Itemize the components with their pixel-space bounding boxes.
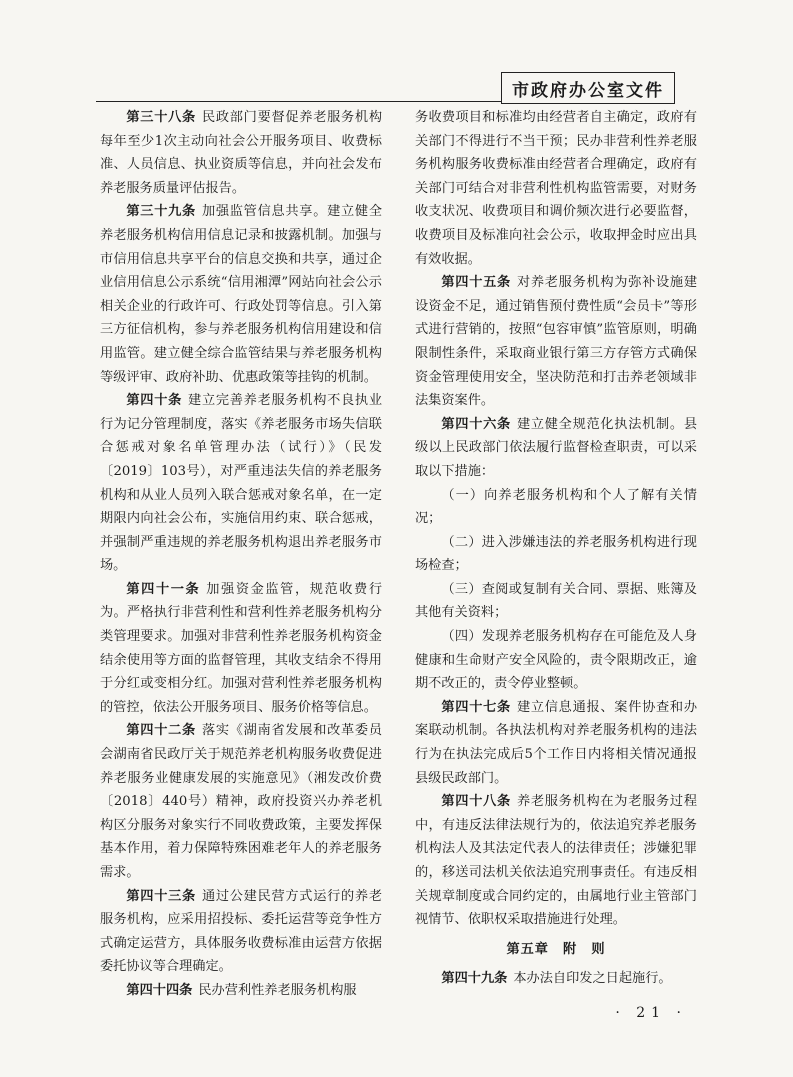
article-text: 建立健全规范化执法机制。县级以上民政部门依法履行监督检查职责，可以采取以下措施： <box>415 416 698 479</box>
article-paragraph <box>100 979 382 1003</box>
article-text: 民办营利性养老服务机构服 <box>198 982 357 998</box>
article-text: 通过公建民营方式运行的养老服务机构，应采用招投标、委托运营等竞争性方式确定运营方，具体服务收费标准由运营方依据委托协议等合理确定。 <box>100 888 383 975</box>
article-paragraph <box>100 885 382 979</box>
article-paragraph <box>100 106 382 200</box>
article-text: 养老服务机构在为老服务过程中，有违反法律法规行为的，依法追究养老服务机构法人及其法定代表人的法律责任；涉嫌犯罪的，移送司法机关依法追究刑事责任。有违反相关规章制度或合同约定的，由属地行业主管部门视情节、依职权采取措施进行处理。 <box>415 794 698 928</box>
article-number: 第四十二条 <box>126 723 196 739</box>
chapter-heading <box>415 938 697 962</box>
article-number: 第四十一条 <box>126 581 201 597</box>
article-text: 加强监管信息共享。建立健全养老服务机构信用信息记录和披露机制。加强与市信用信息共享平台的信息交换和共享，通过企业信用信息公示系统“信用湘潭”网站向社会公示相关企业的行政许可、行政处罚等信息。引入第三方征信机构，参与养老服务机构信用建设和信用监管。建立健全综合监管结果与养老服务机构等级评审、政府补助、优惠政策等挂钩的机制。 <box>100 204 383 385</box>
article-paragraph <box>100 389 382 578</box>
article-number: 第三十九条 <box>126 204 196 220</box>
article-number: 第四十五条 <box>441 275 511 291</box>
article-number: 第四十四条 <box>126 982 193 998</box>
article-text: 落实《湖南省发展和改革委员会湖南省民政厅关于规范养老机构服务收费促进养老服务业健康发展的实施意见》（湘发改价费〔2018〕440号）精神，政府投资兴办养老机构区分服务对象实行不同收费政策，主要发挥保基本作用，着力保障特殊困难老年人的养老服务需求。 <box>100 723 383 880</box>
article-number: 第四十九条 <box>441 971 508 987</box>
right-column <box>415 106 697 991</box>
chapter-name: 附 则 <box>563 941 606 957</box>
left-column <box>100 106 382 1003</box>
article-paragraph <box>100 200 382 389</box>
list-item: （三）查阅或复制有关合同、票据、账簿及其他有关资料； <box>415 581 697 621</box>
article-paragraph <box>415 696 697 790</box>
page-number: · 21 · <box>615 1005 687 1021</box>
article-text: 建立完善养老服务机构不良执业行为记分管理制度，落实《养老服务市场失信联合惩戒对象名单管理办法（试行）》（民发〔2019〕103号），对严重违法失信的养老服务机构和从业人员列入联合惩戒对象名单，在一定期限内向社会公布，实施信用约束、联合惩戒，并强制严重违规的养老服务机构退出养老服务市场。 <box>100 393 383 574</box>
article-text: 加强资金监管，规范收费行为。严格执行非营利性和营利性养老服务机构分类管理要求。加强对非营利性养老服务机构资金结余使用等方面的监督管理，其收支结余不得用于分红或变相分红。加强对营利性养老服务机构的管控，依法公开服务项目、服务价格等信息。 <box>100 581 383 715</box>
article-paragraph <box>100 719 382 884</box>
article-number: 第四十七条 <box>441 699 511 715</box>
article-number: 第四十六条 <box>441 416 511 432</box>
article-paragraph <box>415 413 697 484</box>
article-paragraph <box>415 967 697 991</box>
document-header-title: 市政府办公室文件 <box>501 72 675 104</box>
chapter-number: 第五章 <box>506 941 549 957</box>
article-text: 对养老服务机构为弥补设施建设资金不足，通过销售预付费性质“会员卡”等形式进行营销的，按照“包容审慎”监管原则，明确限制性条件，采取商业银行第三方存管方式确保资金管理使用安全，坚决防范和打击养老领域非法集资案件。 <box>415 275 698 409</box>
article-paragraph <box>415 271 697 413</box>
article-number: 第三十八条 <box>126 110 196 125</box>
article-paragraph <box>100 578 382 720</box>
list-item: （四）发现养老服务机构存在可能危及人身健康和生命财产安全风险的，责令限期改正，逾期不改正的，责令停业整顿。 <box>415 629 697 692</box>
article-text: 建立信息通报、案件协查和办案联动机制。各执法机构对养老服务机构的违法行为在执法完成后5个工作日内将相关情况通报县级民政部门。 <box>415 699 698 786</box>
article-paragraph <box>415 790 697 932</box>
article-text: 本办法自印发之日起施行。 <box>513 971 672 987</box>
list-item: （一）向养老服务机构和个人了解有关情况； <box>415 487 697 527</box>
continued-paragraph: 务收费项目和标准均由经营者自主确定，政府有关部门不得进行不当干预；民办非营利性养老服务机构服务收费标准由经营者合理确定，政府有关部门可结合对非营利性机构监管需要，对财务收支状况、收费项目和调价频次进行必要监督，收费项目及标准向社会公示，收取押金时应出具有效收据。 <box>415 110 697 267</box>
list-item: （二）进入涉嫌违法的养老服务机构进行现场检查； <box>415 534 697 574</box>
article-number: 第四十三条 <box>126 888 196 904</box>
article-number: 第四十八条 <box>441 794 511 810</box>
article-text: 民政部门要督促养老服务机构每年至少1次主动向社会公开服务项目、收费标准、人员信息、执业资质等信息，并向社会发布养老服务质量评估报告。 <box>100 110 383 196</box>
article-number: 第四十条 <box>126 393 183 409</box>
